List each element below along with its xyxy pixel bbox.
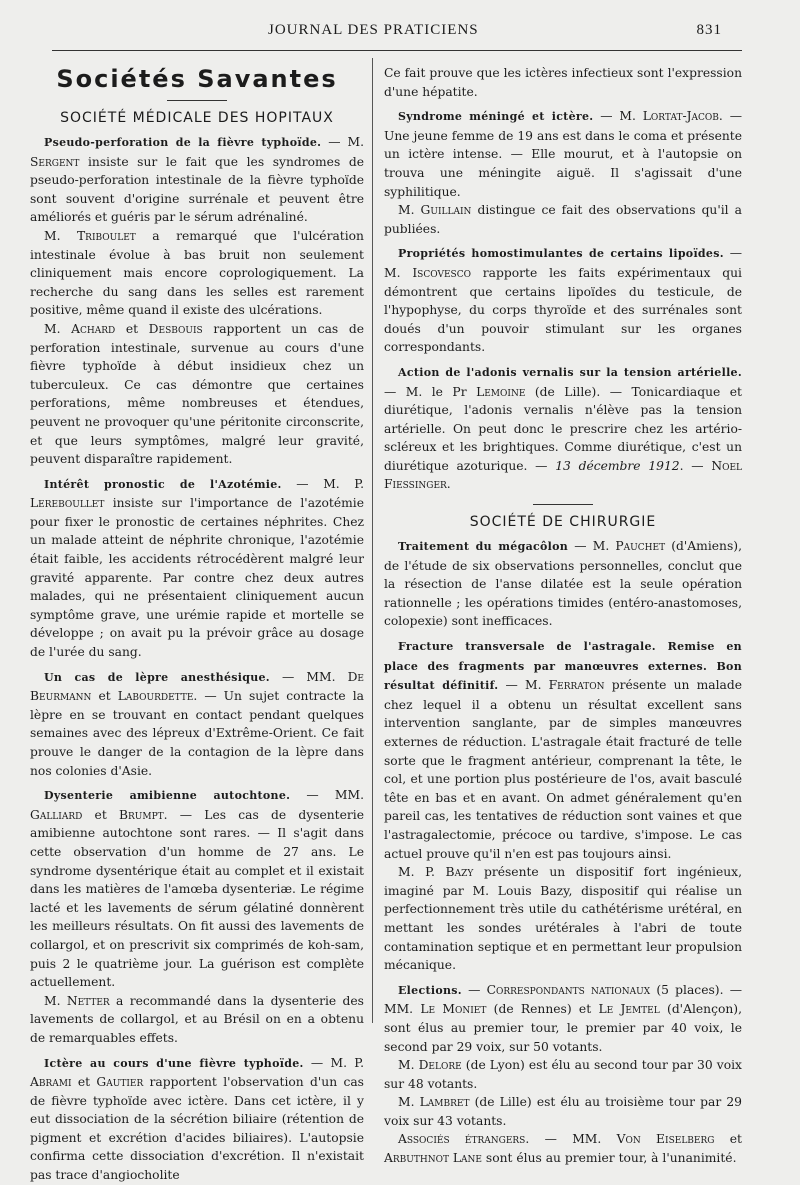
author-name: Labourdette — [117, 689, 194, 704]
author-name: De Beurmann — [30, 669, 364, 704]
rubric: Action de l'adonis vernalis sur la tension artérielle. — [398, 365, 742, 379]
entry-elections: Elections. — Correspondants nationaux (5 places). — MM. Le Moniet (de Rennes) et Le Jemtel (d'Alençon), sont élus au premier tour, le premier par 40 voix, le second par 29 voix, sur 50 votants. — [384, 982, 742, 1054]
section-title-medicale: SOCIÉTÉ MÉDICALE DES HOPITAUX — [60, 110, 334, 126]
entry-lepre: Un cas de lèpre anesthésique. — MM. De Beurmann et Labourdette. — Un sujet contracte la lèpre en se trouvant en contact pendant quelques semaines avec des lépreux d'Extrême-Orient. Ce fait prouve le danger de la contagion de la lèpre dans nos colonies d'Asie. — [30, 669, 364, 778]
entry-adonis: Action de l'adonis vernalis sur la tension artérielle. — M. le Pr Lemoine (de Lille). — Tonicardiaque et diurétique, l'adonis vernalis n'élève pas la tension artérielle. On peut donc le prescrire chez les artério-scléreux et les brightiques. Comme diurétique, c'est un diurétique azoturique. — 13 décembre 1912. — Noel Fiessinger. — [384, 365, 742, 492]
category-name: Associés étrangers — [398, 1132, 526, 1147]
author-name: Gautier — [96, 1075, 144, 1090]
rubric: Fracture transversale de l'astragale. Remise en place des fragments par manœuvres externes. Bon résultat définitif. — [384, 640, 742, 693]
page-title: Sociétés Savantes — [56, 65, 338, 93]
entry-syndrome-meninge: Syndrome méningé et ictère. — M. Lortat-Jacob. — Une jeune femme de 19 ans est dans le coma et présente un ictère intense. — Elle mourut, et à l'autopsie on trouva une méningite aiguë. Il s'agissait d'une syphilitique. — [384, 109, 742, 199]
author-name: Iscovesco — [412, 265, 471, 280]
running-head — [0, 22, 800, 42]
entry-paragraph: M. Guillain distingue ce fait des observations qu'il a publiées. — [384, 203, 742, 236]
entry-lipoides: Propriétés homostimulantes de certains lipoïdes. — M. Iscovesco rapporte les faits expérimentaux qui démontrent que certains lipoïdes du testicule, de l'hypophyse, du corps thyroïde et des surrénales sont doués d'un pouvoir stimulant sur les organes correspondants. — [384, 246, 742, 355]
right-column — [384, 64, 742, 1168]
author-name: Pauchet — [615, 539, 666, 554]
author-name: Lortat-Jacob — [642, 109, 719, 124]
author-name: Desbouis — [148, 321, 203, 336]
entry-astragale: Fracture transversale de l'astragale. Remise en place des fragments par manœuvres externes. Bon résultat définitif. — M. Ferraton présente un malade chez lequel il a obtenu un résultat excellent sans intervention sanglante, par de simples manœuvres externes de réduction. L'astragale était fracturé de telle sorte que le fragment antérieur, comprenant la tête, le col, et une portion plus postérieure de l'os, avait basculé tête en bas et en avant. On admet généralement qu'en pareil cas, les tentatives de réduction sont vaines et que l'astragalectomie, précoce ou tardive, s'impose. Le cas actuel prouve qu'il n'en est pas toujours ainsi. — [384, 640, 742, 861]
session-date: 13 décembre 1912 — [555, 458, 680, 473]
author-name: Ferraton — [548, 678, 605, 693]
author-name: Delore — [418, 1058, 462, 1073]
author-name: Lambret — [419, 1095, 470, 1110]
section-title-chirurgie: SOCIÉTÉ DE CHIRURGIE — [469, 514, 657, 531]
rubric: Intérêt pronostic de l'Azotémie. — [44, 477, 282, 491]
section-rule — [533, 504, 593, 505]
author-name: Netter — [66, 993, 110, 1008]
rubric: Pseudo-perforation de la fièvre typhoïde. — [44, 136, 322, 149]
rubric: Syndrome méningé et ictère. — [398, 110, 594, 124]
author-name: Sergent — [30, 154, 80, 169]
entry-paragraph: M. Triboulet a remarqué que l'ulcération intestinale évolue à bas bruit non seulement cliniquement mais encore coprologiquement. La recherche du sang dans les selles est rarement positive, même quand il existe des ulcérations. — [30, 228, 364, 318]
author-name: Triboulet — [76, 228, 136, 243]
rubric: Dysenterie amibienne autochtone. — [44, 789, 291, 803]
author-name: Achard — [71, 321, 116, 336]
author-name: Le Jemtel — [598, 1002, 660, 1017]
author-name: Von Eiselberg — [616, 1132, 715, 1147]
entry-dysenterie: Dysenterie amibienne autochtone. — MM. Galliard et Brumpt. — Les cas de dysenterie amibienne autochtone sont rares. — Il s'agit dans cette observation d'un homme de 27 ans. Le syndrome dysentérique était au complet et il existait dans les matières de l'amœba dysenteriæ. Le régime lacté et les lavements de sérum gélatiné donnèrent les meilleurs résultats. On fit aussi des lavements de collargol, et on prescrivit six comprimés de koh-sam, puis 2 le quatrième jour. La guérison est complète actuellement. — [30, 788, 364, 990]
entry-paragraph: M. Delore (de Lyon) est élu au second tour par 30 voix sur 48 votants. — [384, 1058, 742, 1091]
rubric: Elections. — [398, 983, 462, 997]
title-rule — [167, 100, 227, 101]
category-name: Correspondants nationaux — [486, 982, 651, 997]
author-name: Arbuthnot Lane — [384, 1151, 482, 1166]
entry-paragraph: M. Netter a recommandé dans la dysenterie des lavements de collargol, et au Brésil on en a obtenu de remarquables effets. — [30, 993, 364, 1045]
author-name: Lemoine — [476, 384, 526, 399]
rubric: Un cas de lèpre anesthésique. — [44, 670, 270, 684]
journal-name: JOURNAL DES PRATICIENS — [268, 22, 479, 38]
author-name: Le Moniet — [420, 1002, 487, 1017]
entry-paragraph: M. Lambret (de Lille) est élu au troisième tour par 29 voix sur 43 votants. — [384, 1095, 743, 1128]
author-name: Bazy — [445, 865, 474, 880]
rubric: Traitement du mégacôlon — [398, 540, 569, 554]
entry-megacolon: Traitement du mégacôlon — M. Pauchet (d'Amiens), de l'étude de six observations personnelles, conclut que la résection de l'anse dilatée est la seule opération rationnelle ; les opérations timides (entéro-anastomoses, colopexie) sont inefficaces. — [384, 539, 742, 629]
author-name: Lereboullet — [30, 496, 105, 511]
author-name: Guillain — [420, 203, 472, 218]
entry-paragraph: M. P. Bazy présente un dispositif fort ingénieux, imaginé par M. Louis Bazy, dispositif qui réalise un perfectionnement très utile du cathétérisme urétéral, en mettant les sondes urétérales à l'abri de toute contamination septique et en permettant leur propulsion mécanique. — [384, 865, 742, 973]
column-divider — [372, 58, 373, 1023]
left-column — [30, 64, 364, 1185]
entry-paragraph: M. Achard et Desbouis rapportent un cas de perforation intestinale, survenue au cours d'une fièvre typhoïde à début insidieux chez un tuberculeux. Ce cas démontre que certaines perforations, même nombreuses et étendues, peuvent ne provoquer qu'une péritonite circonscrite, et que leurs symptômes, malgré leur gravité, peuvent disparaître rapidement. — [30, 321, 364, 467]
entry-paragraph: Associés étrangers. — MM. Von Eiselberg et Arbuthnot Lane sont élus au premier tour, à l'unanimité. — [384, 1132, 742, 1166]
author-name: Abrami — [30, 1075, 72, 1090]
entry-ictere-typhoide: Ictère au cours d'une fièvre typhoïde. — M. P. Abrami et Gautier rapportent l'observation d'un cas de fièvre typhoïde avec ictère. Dans cet ictère, il y eut dissociation de la sécrétion biliaire (rétention de pigment et excrétion d'acides biliaires). L'autopsie confirma cette dissociation d'excrétion. Il n'existait pas trace d'angiocholite — [30, 1055, 364, 1183]
signature: Noel Fiessinger — [384, 458, 742, 492]
entry-azotemie: Intérêt pronostic de l'Azotémie. — M. P. Lereboullet insiste sur l'importance de l'azotémie pour fixer le pronostic de certaines néphrites. Chez un malade atteint de néphrite chronique, l'azotémie était faible, les accidents rétrocédèrent malgré leur gravité apparente. Par contre chez deux autres malades, qui ne présentaient cliniquement aucun symptôme grave, une urémie rapide et mortelle se développe ; on avait pu la prévoir grâce au dosage de l'urée du sang. — [30, 476, 365, 660]
header-rule — [52, 50, 742, 51]
rubric: Propriétés homostimulantes de certains lipoïdes. — [398, 247, 724, 261]
author-name: Brumpt — [118, 807, 164, 822]
continued-text: Ce fait prouve que les ictères infectieux sont l'expression d'une hépatite. — [384, 66, 742, 99]
page-number: 831 — [696, 22, 722, 38]
author-name: Galliard — [30, 807, 83, 822]
entry-pseudo-perforation: Pseudo-perforation de la fièvre typhoïde. — M. Sergent insiste sur le fait que les syndromes de pseudo-perforation intestinale de la fièvre typhoïde sont souvent d'origine surrénale et peuvent être améliorés et guéris par le sérum adrénaliné. — [30, 135, 364, 225]
rubric: Ictère au cours d'une fièvre typhoïde. — [44, 1056, 304, 1070]
